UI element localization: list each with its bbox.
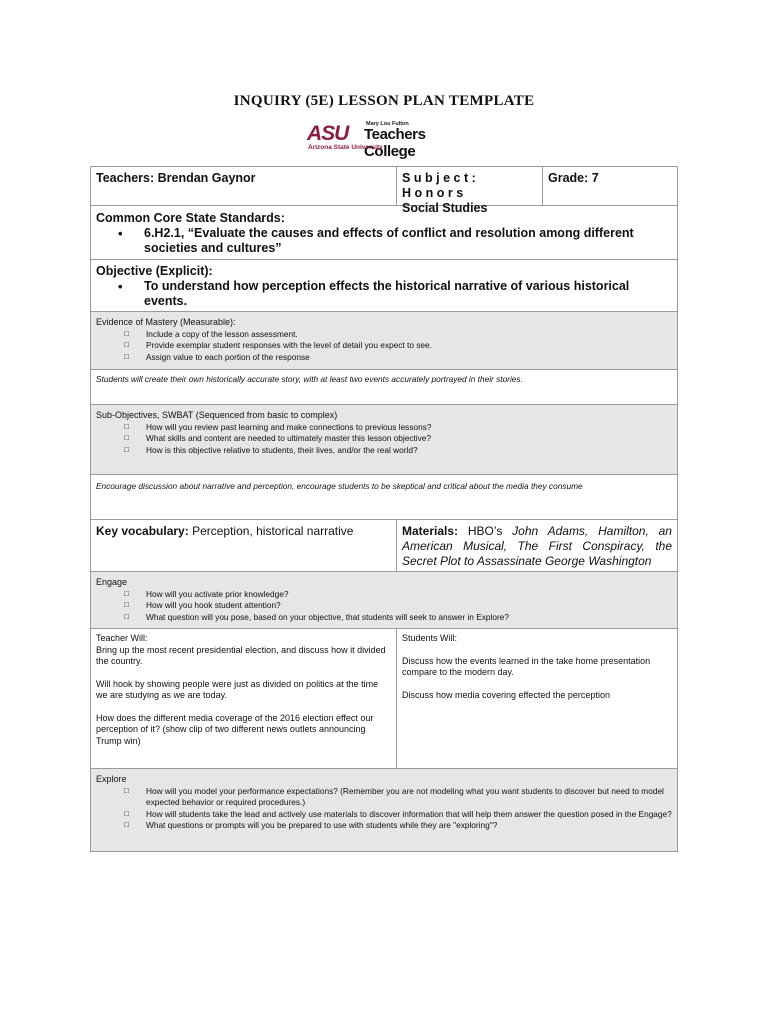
objective-item: • To understand how perception effects the historical narrative of various historical events. (118, 279, 672, 309)
standards-row (91, 206, 677, 260)
materials-prefix: HBO’s (467, 524, 503, 538)
explore-item: □ How will students take the lead and actively use materials to discover information that will help them answer the question posed in the Engage? (124, 809, 672, 821)
logo-university-name: Arizona State University (308, 144, 383, 151)
teacher-will-cell (91, 629, 397, 768)
evidence-item: □ Include a copy of the lesson assessment. (124, 329, 672, 341)
engage-item: □ How will you activate prior knowledge? (124, 589, 672, 601)
grade-cell: Grade: 7 (548, 171, 599, 185)
subject-cell (397, 167, 543, 215)
materials-cell (397, 520, 677, 571)
engage-row (91, 572, 677, 629)
standards-label: Common Core State Standards: (96, 211, 285, 225)
students-will-label: Students Will: (402, 633, 458, 643)
objective-row (91, 260, 677, 312)
evidence-row (91, 312, 677, 370)
logo-college-name: Teachers College (364, 126, 426, 160)
students-will-text: Discuss how the events learned in the take home presentation compare to the modern day. (402, 655, 651, 677)
explore-label: Explore (96, 774, 127, 784)
vocab-value: Perception, historical narrative (192, 524, 354, 538)
objective-label: Objective (Explicit): (96, 264, 213, 278)
sub-objective-item: □ What skills and content are needed to ultimately master this lesson objective? (124, 433, 672, 445)
materials-label: Materials: (402, 524, 459, 538)
explore-item: □ What questions or prompts will you be prepared to use with students while they are "exploring"? (124, 820, 672, 832)
subject-line-2: Social Studies (402, 201, 488, 215)
evidence-item: □ Assign value to each portion of the response (124, 352, 672, 364)
sub-objective-item: □ How is this objective relative to students, their lives, and/or the real world? (124, 445, 672, 457)
students-will-cell (397, 629, 677, 768)
explore-row (91, 769, 677, 851)
logo-small-text: Mary Lou Fulton (366, 121, 409, 127)
engage-item: □ What question will you pose, based on your objective, that students will seek to answer in Explore? (124, 612, 672, 624)
evidence-item: □ Provide exemplar student responses with the level of detail you expect to see. (124, 340, 672, 352)
materials-list: John Adams, Hamilton, an American Musical, The First Conspiracy, the Secret Plot to Assassinate George Washington (402, 524, 672, 568)
evidence-answer-row: Students will create their own historically accurate story, with at least two events accurately portrayed in their stories. (91, 370, 677, 405)
teacher-will-text: How does the different media coverage of the 2016 election effect our perception of it? (show clip of two different news outlets announcing Trump win) (96, 712, 374, 746)
document-title: INQUIRY (5E) LESSON PLAN TEMPLATE (233, 93, 535, 109)
lesson-plan-table (90, 166, 678, 852)
vocab-cell (91, 520, 397, 571)
asu-teachers-college-logo (307, 119, 467, 160)
teachers-cell: Teachers: Brendan Gaynor (91, 167, 397, 205)
sub-objectives-row (91, 405, 677, 475)
header-row (91, 167, 677, 215)
standards-item: • 6.H2.1, “Evaluate the causes and effects of conflict and resolution among different societies and cultures” (118, 226, 672, 256)
engage-activities-row (91, 629, 677, 769)
vocab-materials-row (91, 520, 677, 572)
explore-item: □ How will you model your performance expectations? (Remember you are not modeling what you want students to discover but need to model expected behavior or required procedures.) (124, 786, 672, 809)
sub-objectives-answer-row: Encourage discussion about narrative and perception, encourage students to be skeptical and critical about the media they consume (91, 475, 677, 520)
engage-label: Engage (96, 577, 128, 587)
subject-line-1: Subject: Honors (402, 171, 480, 200)
teacher-will-label: Teacher Will: (96, 633, 148, 643)
teacher-will-text: Will hook by showing people were just as divided on politics at the time we are studying as we are today. (96, 678, 379, 700)
engage-item: □ How will you hook student attention? (124, 600, 672, 612)
students-will-text: Discuss how media covering effected the perception (402, 689, 610, 700)
sub-objectives-label: Sub-Objectives, SWBAT (Sequenced from basic to complex) (96, 410, 338, 420)
teacher-will-text: Bring up the most recent presidential election, and discuss how it divided the country. (96, 644, 386, 666)
vocab-label: Key vocabulary: (96, 524, 189, 538)
sub-objective-item: □ How will you review past learning and make connections to previous lessons? (124, 422, 672, 434)
asu-logo-mark: ASU (307, 122, 349, 145)
evidence-label: Evidence of Mastery (Measurable): (96, 317, 236, 327)
